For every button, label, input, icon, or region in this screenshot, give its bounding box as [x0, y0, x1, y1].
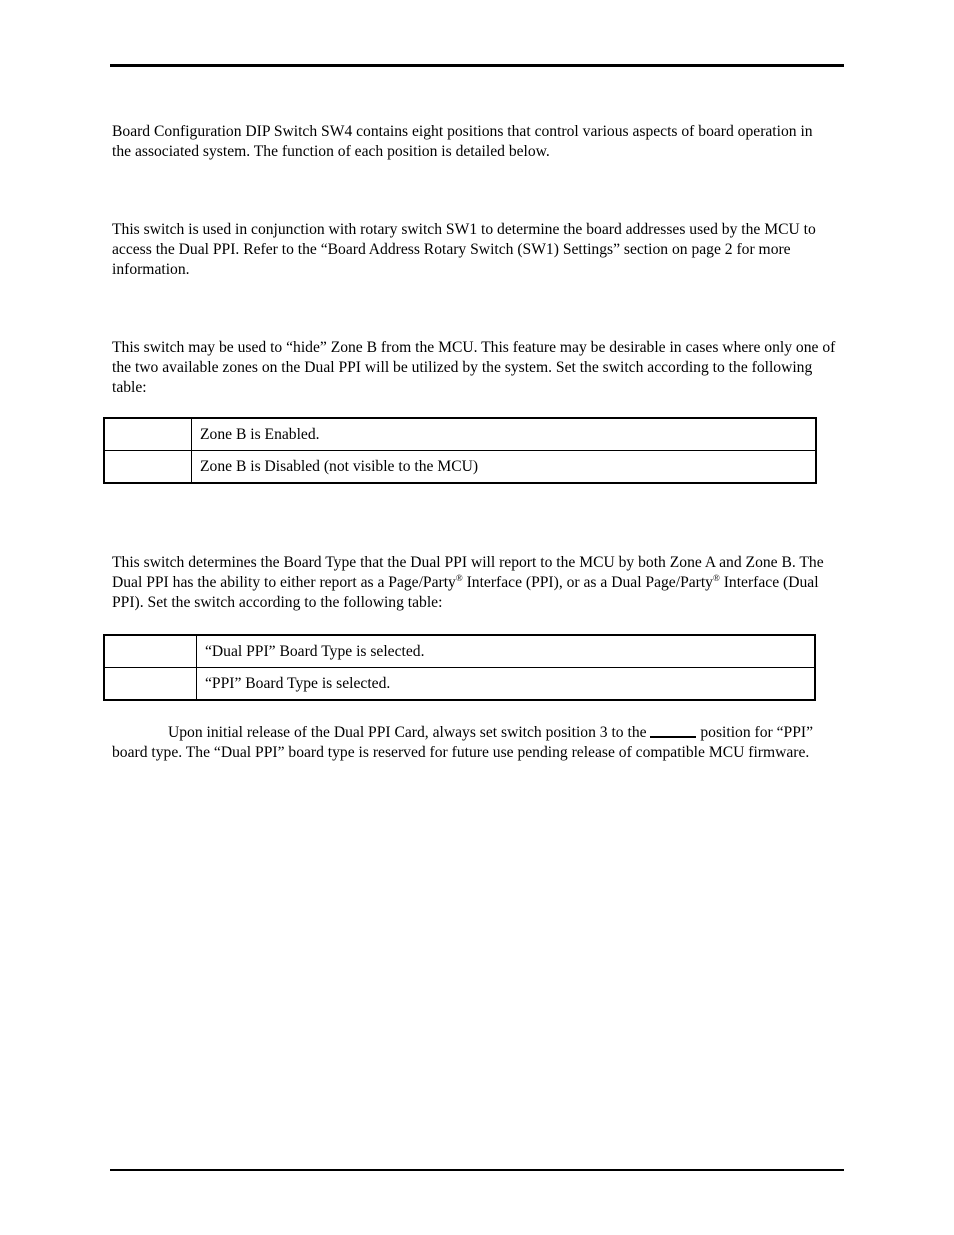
- board-type-setting-table: [103, 634, 816, 701]
- header-rule: [110, 64, 844, 67]
- note-paragraph: [112, 722, 832, 763]
- intro-paragraph: Board Configuration DIP Switch SW4 contains eight positions that control various aspects of board operation in the associated system. The function of each position is detailed below.: [112, 123, 813, 160]
- setting-cell: [104, 668, 197, 701]
- note-text-1: Upon initial release of the Dual PPI Card, always set switch position 3 to the: [168, 724, 647, 741]
- description-cell: “PPI” Board Type is selected.: [197, 668, 816, 701]
- registered-mark: ®: [712, 573, 720, 583]
- position2-paragraph: This switch may be used to “hide” Zone B from the MCU. This feature may be desirable in cases where only one of the two available zones on the Dual PPI will be utilized by the system. Set the switch according to the following table:: [112, 339, 836, 396]
- position3-text-3: Interface (Dual PPI). Set the switch according to the following table:: [112, 574, 819, 611]
- setting-cell: [104, 451, 192, 484]
- position1-paragraph: This switch is used in conjunction with rotary switch SW1 to determine the board addresses used by the MCU to access the Dual PPI. Refer to the “Board Address Rotary Switch (SW1) Settings” section on page 2 for more information.: [112, 221, 816, 278]
- setting-cell: [104, 635, 197, 668]
- registered-mark: ®: [455, 573, 463, 583]
- description-cell: Zone B is Disabled (not visible to the MCU): [192, 451, 817, 484]
- footer-rule: [110, 1169, 844, 1171]
- description-cell: Zone B is Enabled.: [192, 418, 817, 451]
- setting-cell: [104, 418, 192, 451]
- position3-paragraph: [112, 553, 824, 613]
- blank-underline: [650, 722, 696, 738]
- description-cell: “Dual PPI” Board Type is selected.: [197, 635, 816, 668]
- table-row: [104, 451, 816, 484]
- position3-text-1: This switch determines the Board Type that the Dual PPI will report to the MCU by both Zone A and Zone B. The Dual PPI has the ability to either report as a Page/Party: [112, 554, 824, 591]
- zone-b-setting-table: [103, 417, 817, 484]
- position3-text-2: Interface (PPI), or as a Dual Page/Party: [462, 574, 713, 591]
- note-text-2: position for “PPI” board type. The “Dual PPI” board type is reserved for future use pending release of compatible MCU firmware.: [112, 724, 813, 761]
- table-row: [104, 418, 816, 451]
- table-row: [104, 635, 815, 668]
- table-row: [104, 668, 815, 701]
